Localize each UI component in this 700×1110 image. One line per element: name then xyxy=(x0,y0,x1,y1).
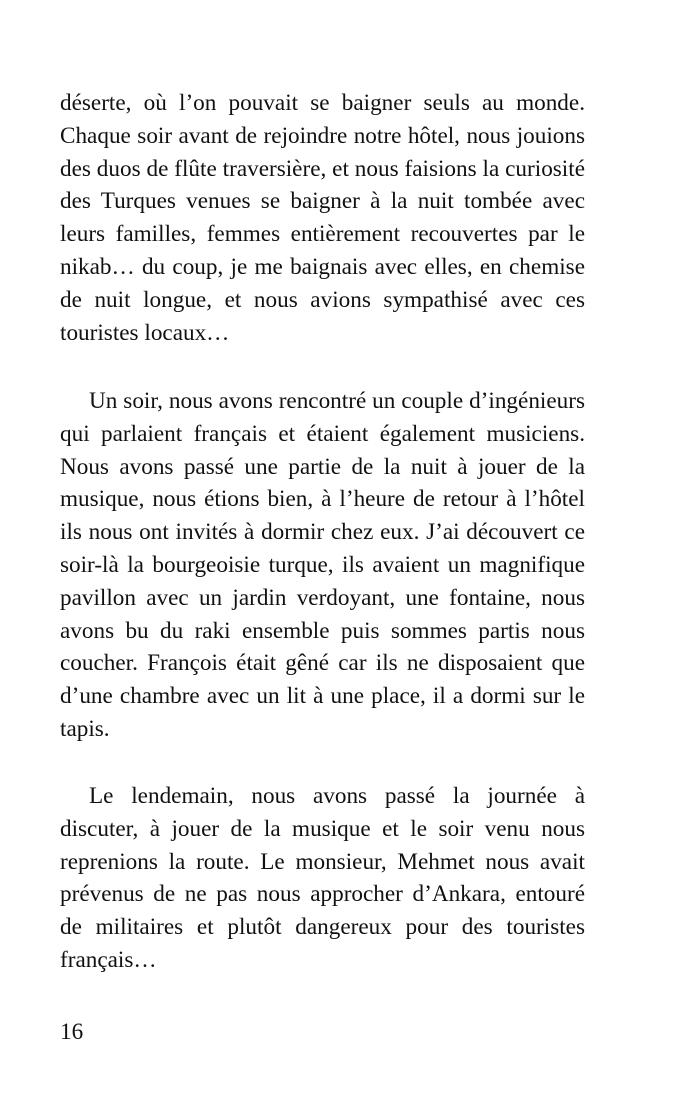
paragraph-continuation: déserte, où l’on pouvait se baigner seuls au monde. Chaque soir avant de rejoindre notre hôtel, nous jouions des duos de flûte traversière, et nous faisions la curiosité des Turques venues se baigner à la nuit tombée avec leurs familles, femmes entièrement recouvertes par le nikab… du coup, je me baignais avec elles, en chemise de nuit longue, et nous avions sympathisé avec ces touristes locaux… xyxy=(60,90,585,346)
page-number: 16 xyxy=(60,1019,84,1045)
paragraph-meeting-engineers: Un soir, nous avons rencontré un couple d’ingénieurs qui parlaient français et étaient également musiciens. Nous avons passé une partie de la nuit à jouer de la musique, nous étions bien, à l’heure de retour à l’hôtel ils nous ont invités à dormir chez eux. J’ai découvert ce soir-là la bourgeoisie turque, ils avaient un magnifique pavillon avec un jardin verdoyant, une fontaine, nous avons bu du raki ensemble puis sommes partis nous coucher. François était gêné car ils ne disposaient que d’une chambre avec un lit à une place, il a dormi sur le tapis. xyxy=(60,388,585,742)
paragraph-next-day: Le lendemain, nous avons passé la journée à discuter, à jouer de la musique et le soir venu nous reprenions la route. Le monsieur, Mehmet nous avait prévenus de ne pas nous approcher d’Ankara, entouré de militaires et plutôt dangereux pour des touristes français… xyxy=(60,783,585,973)
